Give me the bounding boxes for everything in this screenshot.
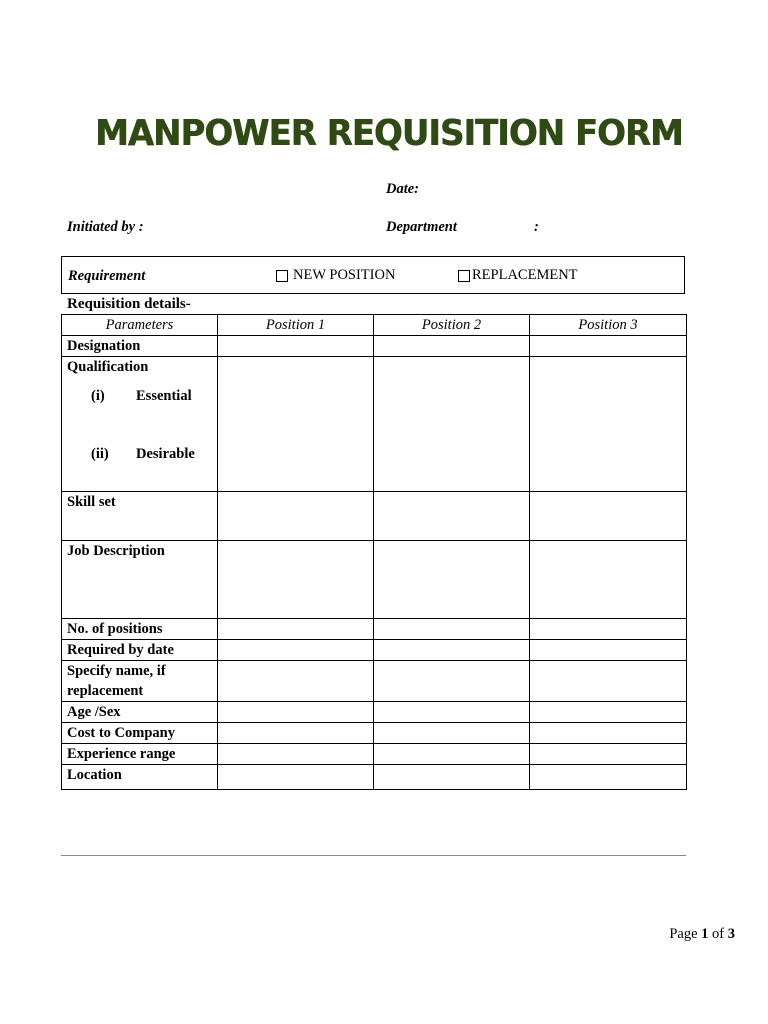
essential-number: (i)	[91, 388, 105, 404]
new-position-label: NEW POSITION	[293, 267, 396, 283]
row-label-qualification	[62, 357, 218, 492]
of-word: of	[712, 926, 725, 942]
table-row	[62, 702, 687, 723]
row-label-age-sex: Age /Sex	[62, 702, 218, 723]
form-title: MANPOWER REQUISITION FORM	[95, 113, 683, 154]
header-position-1: Position 1	[218, 315, 374, 336]
cell[interactable]	[374, 492, 530, 541]
cell[interactable]	[218, 744, 374, 765]
cell[interactable]	[218, 702, 374, 723]
requirement-label: Requirement	[68, 268, 146, 284]
requisition-table	[61, 314, 687, 790]
replacement-checkbox[interactable]	[458, 270, 470, 282]
qualification-essential	[67, 386, 217, 406]
cell[interactable]	[218, 541, 374, 619]
table-row	[62, 640, 687, 661]
cell[interactable]	[530, 744, 687, 765]
cell[interactable]	[374, 357, 530, 492]
cell[interactable]	[530, 765, 687, 790]
header-position-2: Position 2	[374, 315, 530, 336]
table-row	[62, 541, 687, 619]
cell[interactable]	[374, 765, 530, 790]
cell[interactable]	[530, 492, 687, 541]
cell[interactable]	[530, 619, 687, 640]
date-label: Date:	[386, 181, 420, 197]
cell[interactable]	[374, 661, 530, 702]
header-parameters: Parameters	[62, 315, 218, 336]
row-label-location: Location	[62, 765, 218, 790]
cell[interactable]	[530, 640, 687, 661]
page-word: Page	[669, 926, 698, 942]
cell[interactable]	[530, 702, 687, 723]
row-label-required-by: Required by date	[62, 640, 218, 661]
requirement-box	[61, 256, 685, 294]
replacement-option[interactable]	[458, 267, 578, 284]
qualification-label: Qualification	[67, 359, 149, 375]
cell[interactable]	[374, 640, 530, 661]
row-label-designation: Designation	[62, 336, 218, 357]
row-label-cost: Cost to Company	[62, 723, 218, 744]
cell[interactable]	[530, 661, 687, 702]
row-label-no-positions: No. of positions	[62, 619, 218, 640]
requisition-details-label: Requisition details-	[67, 296, 191, 312]
total-pages: 3	[727, 926, 735, 942]
initiated-by-label: Initiated by :	[67, 219, 144, 235]
cell[interactable]	[374, 336, 530, 357]
row-label-skill-set: Skill set	[62, 492, 218, 541]
cell[interactable]	[374, 619, 530, 640]
desirable-number: (ii)	[91, 446, 109, 462]
cell[interactable]	[374, 723, 530, 744]
department-colon: :	[534, 219, 539, 235]
cell[interactable]	[374, 744, 530, 765]
table-row	[62, 357, 687, 492]
table-row	[62, 723, 687, 744]
essential-label: Essential	[136, 388, 192, 404]
table-row	[62, 744, 687, 765]
table-row	[62, 765, 687, 790]
table-row	[62, 492, 687, 541]
row-label-job-description: Job Description	[62, 541, 218, 619]
cell[interactable]	[218, 723, 374, 744]
cell[interactable]	[218, 619, 374, 640]
cell[interactable]	[530, 723, 687, 744]
row-label-specify-name: Specify name, if replacement	[62, 661, 218, 702]
footer-divider	[61, 855, 686, 856]
table-header-row	[62, 315, 687, 336]
table-row	[62, 661, 687, 702]
cell[interactable]	[218, 336, 374, 357]
new-position-checkbox[interactable]	[276, 270, 288, 282]
page-number	[669, 926, 735, 943]
cell[interactable]	[374, 702, 530, 723]
table-row	[62, 336, 687, 357]
table-row	[62, 619, 687, 640]
header-position-3: Position 3	[530, 315, 687, 336]
cell[interactable]	[218, 492, 374, 541]
cell[interactable]	[218, 661, 374, 702]
cell[interactable]	[530, 357, 687, 492]
cell[interactable]	[218, 357, 374, 492]
current-page: 1	[701, 926, 709, 942]
cell[interactable]	[530, 541, 687, 619]
qualification-desirable	[67, 444, 217, 464]
cell[interactable]	[218, 640, 374, 661]
new-position-option[interactable]	[276, 267, 395, 284]
replacement-label: REPLACEMENT	[472, 267, 578, 283]
cell[interactable]	[374, 541, 530, 619]
cell[interactable]	[530, 336, 687, 357]
department-label: Department	[386, 219, 457, 235]
row-label-experience: Experience range	[62, 744, 218, 765]
desirable-label: Desirable	[136, 446, 195, 462]
cell[interactable]	[218, 765, 374, 790]
